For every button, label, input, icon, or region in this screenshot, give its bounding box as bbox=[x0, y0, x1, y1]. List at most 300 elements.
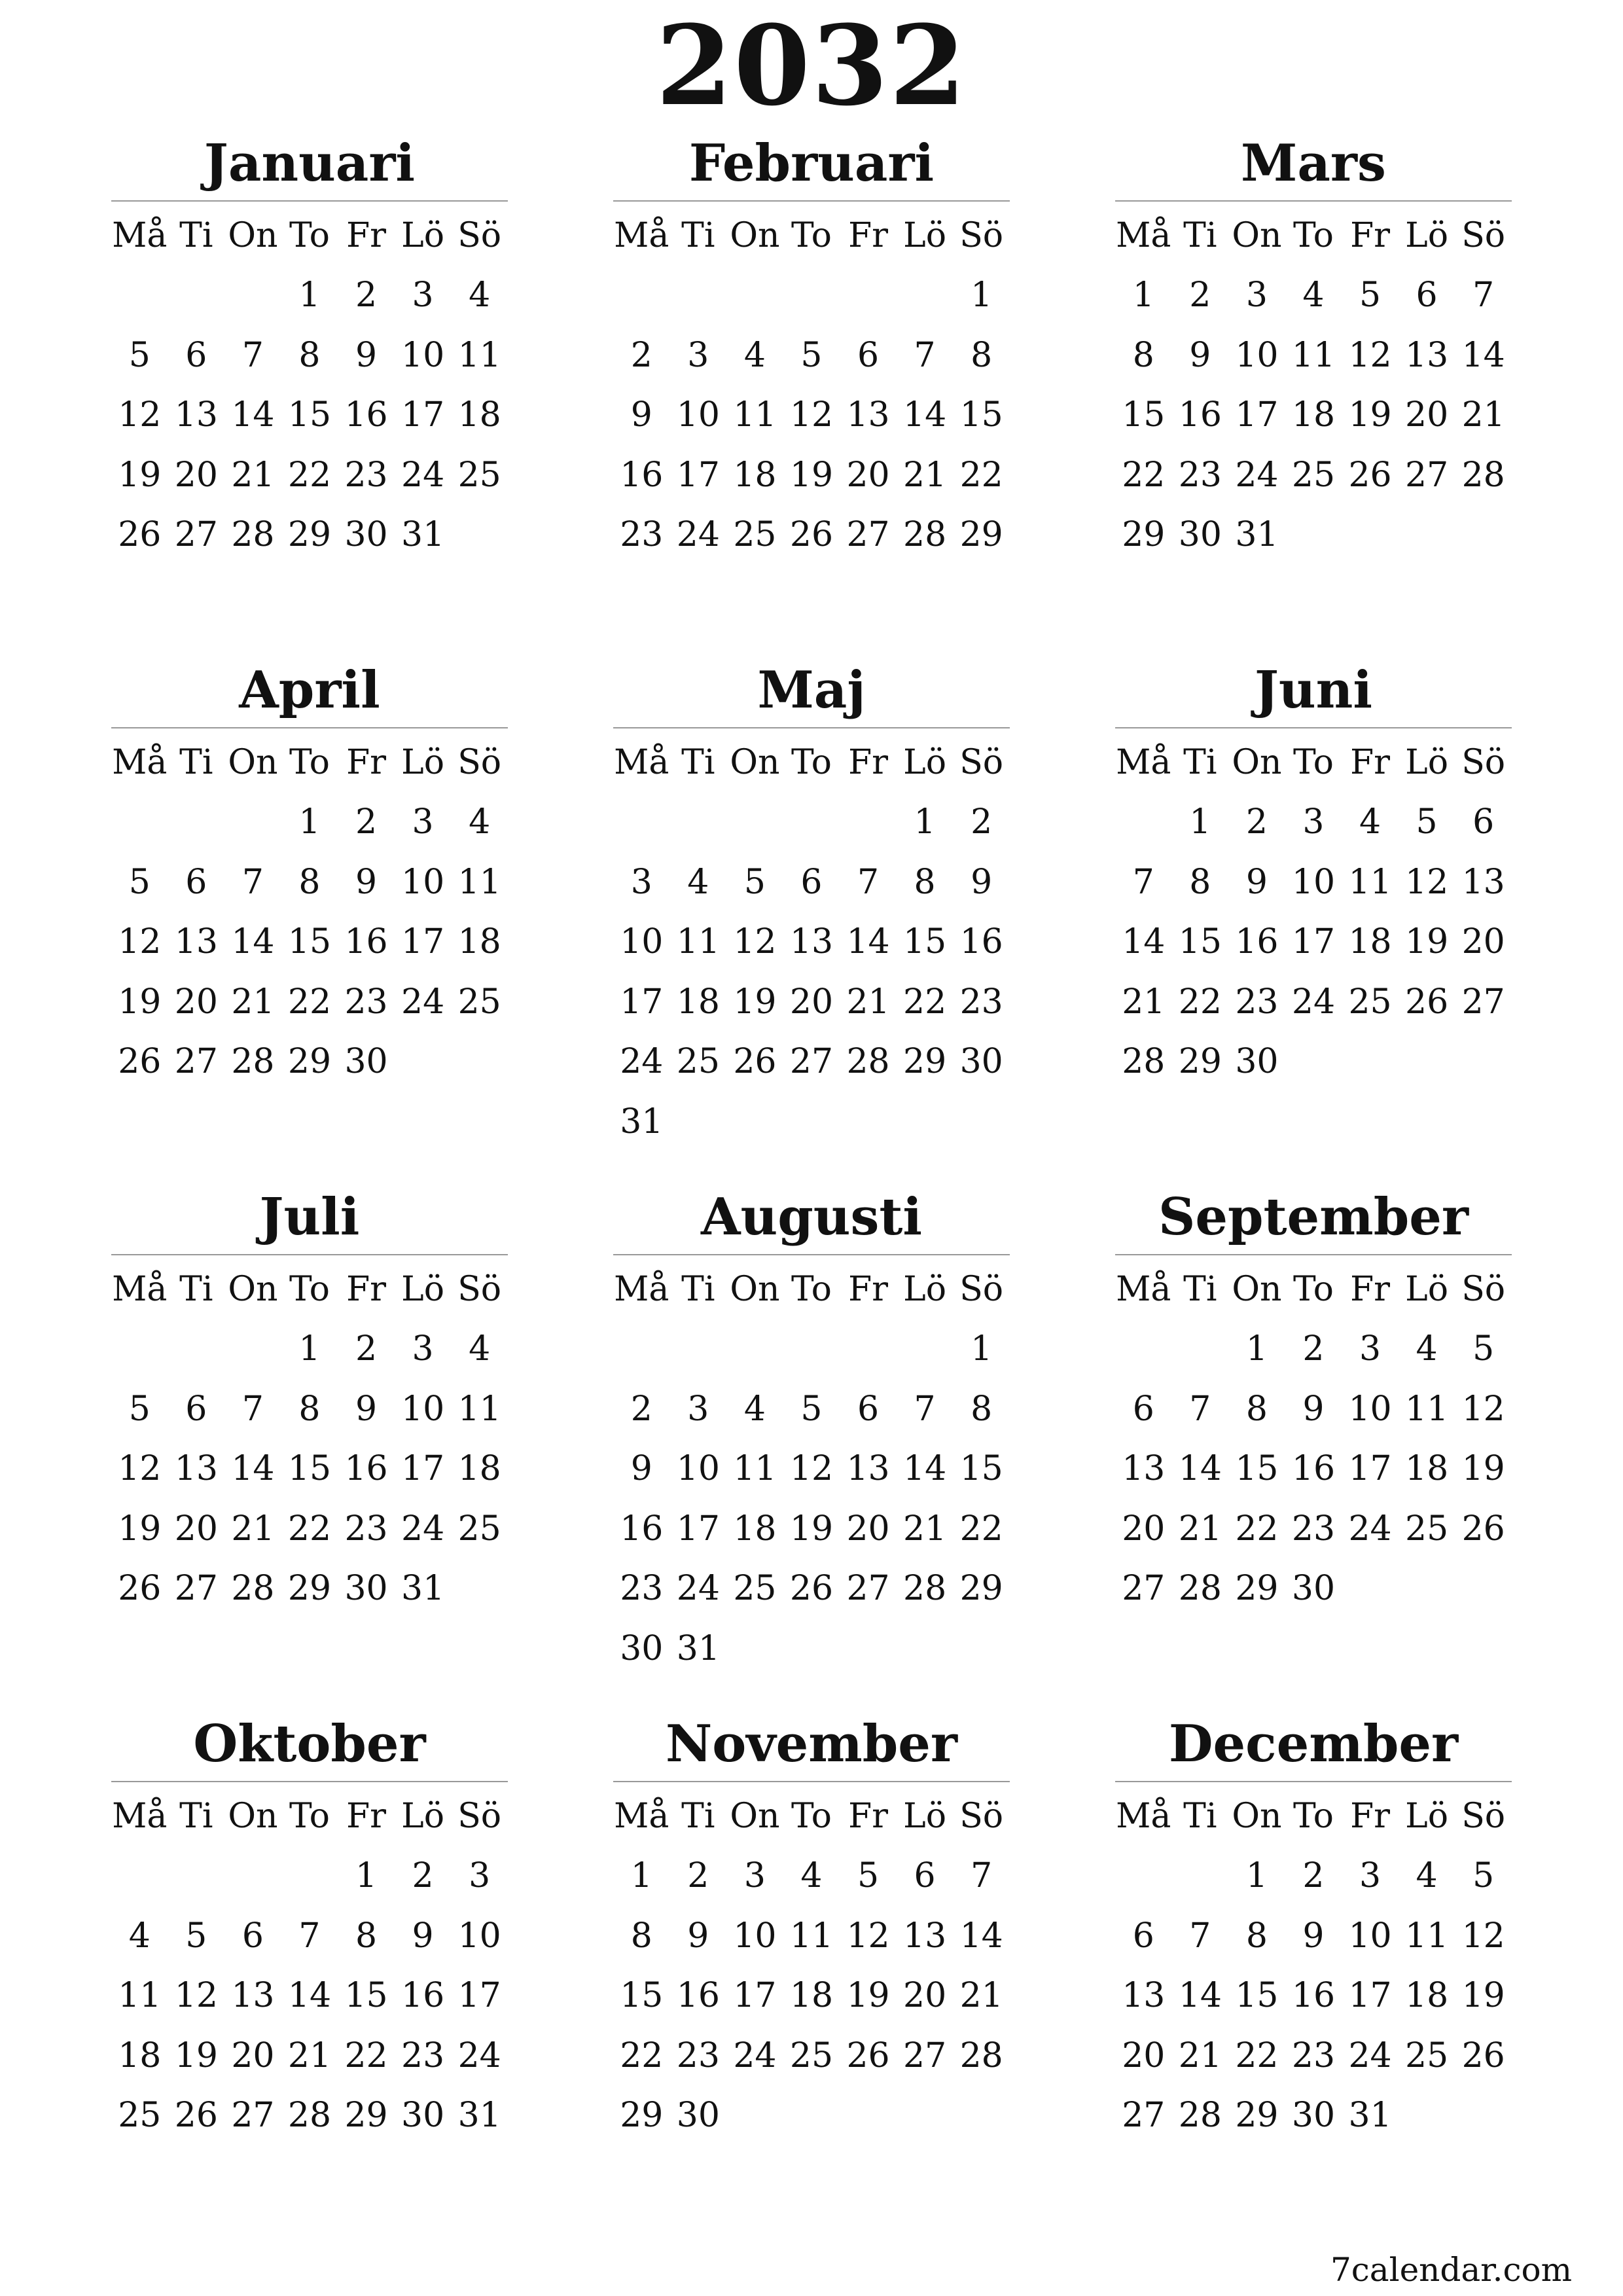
day-cell: 20 bbox=[846, 1509, 890, 1549]
day-cell: 27 bbox=[789, 1042, 834, 1082]
day-cell: 4 bbox=[469, 802, 491, 842]
weekday-header-row bbox=[111, 732, 508, 793]
day-cell: 15 bbox=[1235, 1976, 1279, 2016]
day-cell: 10 bbox=[457, 1916, 501, 1956]
day-cell: 10 bbox=[676, 1449, 720, 1489]
weekday-label: Lö bbox=[903, 1269, 947, 1309]
week-row bbox=[1115, 325, 1512, 386]
day-cell: 25 bbox=[733, 515, 777, 555]
day-cell: 25 bbox=[457, 982, 501, 1022]
day-cell: 21 bbox=[903, 1509, 947, 1549]
weekday-label: Ti bbox=[1183, 1269, 1217, 1309]
day-cell: 19 bbox=[789, 455, 834, 495]
weekday-label: On bbox=[228, 742, 278, 782]
day-cell: 2 bbox=[1302, 1856, 1325, 1896]
week-row bbox=[1115, 386, 1512, 446]
week-row bbox=[1115, 1319, 1512, 1380]
day-cell: 14 bbox=[1178, 1449, 1222, 1489]
day-cell: 23 bbox=[1235, 982, 1279, 1022]
day-cell: 14 bbox=[1122, 922, 1166, 962]
month-divider bbox=[111, 727, 508, 728]
day-cell: 26 bbox=[1405, 982, 1449, 1022]
week-row bbox=[111, 912, 508, 973]
day-cell: 27 bbox=[903, 2036, 947, 2075]
day-cell: 4 bbox=[1359, 802, 1382, 842]
day-cell: 11 bbox=[118, 1976, 162, 2016]
day-cell: 14 bbox=[287, 1976, 332, 2016]
week-row bbox=[111, 386, 508, 446]
day-cell: 20 bbox=[1122, 1509, 1166, 1549]
week-row bbox=[1115, 793, 1512, 853]
weekday-label: To bbox=[289, 1796, 330, 1836]
day-cell: 2 bbox=[355, 802, 378, 842]
week-row bbox=[1115, 2026, 1512, 2086]
month-name: December bbox=[1168, 1714, 1459, 1774]
month-name: Oktober bbox=[193, 1714, 426, 1774]
day-cell: 3 bbox=[1302, 802, 1325, 842]
weekday-label: On bbox=[730, 742, 780, 782]
day-cell: 8 bbox=[914, 862, 936, 902]
day-cell: 3 bbox=[1245, 276, 1268, 315]
day-cell: 26 bbox=[846, 2036, 890, 2075]
day-cell: 28 bbox=[1122, 1042, 1166, 1082]
day-cell: 10 bbox=[733, 1916, 777, 1956]
day-cell: 7 bbox=[241, 1389, 264, 1429]
day-cell: 30 bbox=[1291, 2096, 1336, 2136]
day-cell: 1 bbox=[298, 276, 321, 315]
day-cell: 2 bbox=[355, 1329, 378, 1369]
day-cell: 1 bbox=[971, 276, 993, 315]
day-cell: 25 bbox=[676, 1042, 720, 1082]
day-cell: 17 bbox=[401, 395, 445, 435]
weekday-header-row bbox=[613, 1786, 1010, 1846]
weekday-label: Fr bbox=[1350, 1796, 1390, 1836]
day-cell: 26 bbox=[118, 515, 162, 555]
day-cell: 17 bbox=[1348, 1976, 1392, 2016]
day-cell: 30 bbox=[1291, 1569, 1336, 1609]
weekday-label: On bbox=[1232, 1796, 1282, 1836]
week-row bbox=[111, 1439, 508, 1499]
day-cell: 13 bbox=[1461, 862, 1505, 902]
day-cell: 11 bbox=[733, 395, 777, 435]
day-cell: 11 bbox=[457, 335, 501, 375]
month-divider bbox=[111, 200, 508, 202]
day-cell: 16 bbox=[344, 922, 388, 962]
day-cell: 25 bbox=[1291, 455, 1336, 495]
day-cell: 2 bbox=[971, 802, 993, 842]
weekday-label: Lö bbox=[401, 742, 445, 782]
day-cell: 19 bbox=[789, 1509, 834, 1549]
day-cell: 14 bbox=[903, 395, 947, 435]
day-cell: 19 bbox=[733, 982, 777, 1022]
day-cell: 2 bbox=[412, 1856, 434, 1896]
day-cell: 22 bbox=[959, 455, 1003, 495]
week-row bbox=[1115, 2086, 1512, 2146]
day-cell: 16 bbox=[620, 455, 664, 495]
week-row bbox=[111, 1559, 508, 1619]
day-cell: 12 bbox=[733, 922, 777, 962]
day-cell: 25 bbox=[1348, 982, 1392, 1022]
day-cell: 15 bbox=[1122, 395, 1166, 435]
day-cell: 17 bbox=[620, 982, 664, 1022]
weekday-label: Fr bbox=[346, 215, 386, 255]
day-cell: 22 bbox=[1235, 2036, 1279, 2075]
day-cell: 18 bbox=[1405, 1449, 1449, 1489]
week-row bbox=[111, 793, 508, 853]
day-cell: 14 bbox=[959, 1916, 1003, 1956]
day-cell: 21 bbox=[1122, 982, 1166, 1022]
day-cell: 14 bbox=[231, 922, 275, 962]
week-row bbox=[1115, 1846, 1512, 1907]
day-cell: 8 bbox=[1245, 1916, 1268, 1956]
day-cell: 21 bbox=[1178, 2036, 1222, 2075]
day-cell: 26 bbox=[789, 1569, 834, 1609]
week-row bbox=[111, 325, 508, 386]
day-cell: 19 bbox=[1461, 1976, 1505, 2016]
day-cell: 4 bbox=[469, 1329, 491, 1369]
day-cell: 9 bbox=[687, 1916, 709, 1956]
week-row bbox=[1115, 972, 1512, 1032]
day-cell: 7 bbox=[241, 862, 264, 902]
day-cell: 5 bbox=[857, 1856, 880, 1896]
weekday-label: Fr bbox=[346, 1796, 386, 1836]
day-cell: 11 bbox=[1348, 862, 1392, 902]
day-cell: 1 bbox=[1132, 276, 1154, 315]
day-cell: 10 bbox=[1348, 1389, 1392, 1429]
day-cell: 23 bbox=[620, 515, 664, 555]
weekday-label: Må bbox=[1116, 215, 1171, 255]
day-cell: 25 bbox=[1405, 2036, 1449, 2075]
day-cell: 12 bbox=[1348, 335, 1392, 375]
month-juli bbox=[111, 1189, 508, 1619]
weekday-header-row bbox=[1115, 1786, 1512, 1846]
day-cell: 10 bbox=[401, 1389, 445, 1429]
day-cell: 28 bbox=[231, 1042, 275, 1082]
week-row bbox=[111, 2026, 508, 2086]
day-cell: 12 bbox=[1461, 1389, 1505, 1429]
day-cell: 22 bbox=[1235, 1509, 1279, 1549]
month-divider bbox=[111, 1254, 508, 1255]
day-cell: 22 bbox=[1178, 982, 1222, 1022]
day-cell: 8 bbox=[1245, 1389, 1268, 1429]
day-cell: 24 bbox=[401, 455, 445, 495]
day-cell: 28 bbox=[231, 1569, 275, 1609]
day-cell: 18 bbox=[789, 1976, 834, 2016]
weekday-header-row bbox=[1115, 732, 1512, 793]
day-cell: 13 bbox=[903, 1916, 947, 1956]
day-cell: 2 bbox=[1245, 802, 1268, 842]
day-cell: 3 bbox=[687, 335, 709, 375]
week-row bbox=[613, 912, 1010, 973]
day-cell: 1 bbox=[630, 1856, 652, 1896]
day-cell: 6 bbox=[241, 1916, 264, 1956]
week-row bbox=[111, 1032, 508, 1092]
day-cell: 20 bbox=[1122, 2036, 1166, 2075]
day-cell: 7 bbox=[914, 335, 936, 375]
day-cell: 30 bbox=[344, 1569, 388, 1609]
weekday-label: To bbox=[791, 1269, 832, 1309]
day-cell: 24 bbox=[1291, 982, 1336, 1022]
week-row bbox=[1115, 445, 1512, 505]
day-cell: 3 bbox=[687, 1389, 709, 1429]
day-cell: 12 bbox=[118, 395, 162, 435]
week-row bbox=[613, 266, 1010, 326]
week-row bbox=[1115, 266, 1512, 326]
weekday-label: Må bbox=[112, 1796, 168, 1836]
day-cell: 16 bbox=[344, 1449, 388, 1489]
day-cell: 13 bbox=[846, 395, 890, 435]
weekday-label: Må bbox=[112, 1269, 168, 1309]
day-cell: 1 bbox=[1189, 802, 1211, 842]
weekday-label: Lö bbox=[903, 742, 947, 782]
day-cell: 3 bbox=[743, 1856, 766, 1896]
day-cell: 28 bbox=[903, 515, 947, 555]
weekday-label: Ti bbox=[1183, 742, 1217, 782]
weekday-header-row bbox=[613, 206, 1010, 266]
day-cell: 23 bbox=[344, 1509, 388, 1549]
week-row bbox=[1115, 1499, 1512, 1559]
day-cell: 17 bbox=[401, 1449, 445, 1489]
weekday-label: To bbox=[791, 1796, 832, 1836]
day-cell: 19 bbox=[846, 1976, 890, 2016]
weekday-label: Lö bbox=[903, 215, 947, 255]
weekday-label: Må bbox=[112, 742, 168, 782]
weekday-label: Ti bbox=[179, 1269, 213, 1309]
week-row bbox=[613, 1319, 1010, 1380]
day-cell: 1 bbox=[355, 1856, 378, 1896]
day-cell: 17 bbox=[1235, 395, 1279, 435]
day-cell: 18 bbox=[457, 1449, 501, 1489]
day-cell: 27 bbox=[174, 1042, 218, 1082]
day-cell: 23 bbox=[676, 2036, 720, 2075]
day-cell: 12 bbox=[118, 922, 162, 962]
weekday-label: Må bbox=[1116, 1796, 1171, 1836]
day-cell: 13 bbox=[1122, 1449, 1166, 1489]
day-cell: 23 bbox=[1178, 455, 1222, 495]
day-cell: 20 bbox=[1405, 395, 1449, 435]
week-row bbox=[1115, 1906, 1512, 1966]
day-cell: 5 bbox=[800, 335, 823, 375]
day-cell: 9 bbox=[1189, 335, 1211, 375]
weekday-label: Lö bbox=[1405, 215, 1449, 255]
weekday-label: Ti bbox=[681, 742, 715, 782]
day-cell: 6 bbox=[1132, 1916, 1154, 1956]
day-cell: 17 bbox=[1348, 1449, 1392, 1489]
day-cell: 8 bbox=[298, 1389, 321, 1429]
weekday-header-row bbox=[613, 732, 1010, 793]
day-cell: 8 bbox=[298, 862, 321, 902]
day-cell: 27 bbox=[174, 1569, 218, 1609]
day-cell: 25 bbox=[789, 2036, 834, 2075]
week-row bbox=[613, 1846, 1010, 1907]
day-cell: 9 bbox=[412, 1916, 434, 1956]
day-cell: 7 bbox=[298, 1916, 321, 1956]
weekday-header-row bbox=[111, 1259, 508, 1319]
weekday-label: On bbox=[730, 1269, 780, 1309]
weekday-label: Må bbox=[614, 1269, 669, 1309]
month-divider bbox=[613, 200, 1010, 202]
day-cell: 19 bbox=[1461, 1449, 1505, 1489]
week-row bbox=[111, 1846, 508, 1907]
day-cell: 18 bbox=[1348, 922, 1392, 962]
weekday-header-row bbox=[1115, 1259, 1512, 1319]
month-oktober bbox=[111, 1715, 508, 2145]
day-cell: 12 bbox=[1405, 862, 1449, 902]
day-cell: 23 bbox=[401, 2036, 445, 2075]
day-cell: 2 bbox=[687, 1856, 709, 1896]
weekday-label: Ti bbox=[1183, 215, 1217, 255]
day-cell: 20 bbox=[174, 982, 218, 1022]
day-cell: 15 bbox=[959, 1449, 1003, 1489]
month-name: Januari bbox=[204, 134, 416, 193]
day-cell: 27 bbox=[1122, 2096, 1166, 2136]
weekday-label: Sö bbox=[959, 1269, 1004, 1309]
day-cell: 24 bbox=[620, 1042, 664, 1082]
day-cell: 9 bbox=[355, 335, 378, 375]
day-cell: 12 bbox=[789, 395, 834, 435]
day-cell: 12 bbox=[846, 1916, 890, 1956]
weekday-label: To bbox=[1293, 1796, 1334, 1836]
day-cell: 12 bbox=[118, 1449, 162, 1489]
day-cell: 9 bbox=[1302, 1389, 1325, 1429]
weekday-label: Sö bbox=[457, 1269, 502, 1309]
day-cell: 27 bbox=[1461, 982, 1505, 1022]
month-januari bbox=[111, 135, 508, 565]
day-cell: 25 bbox=[457, 1509, 501, 1549]
weekday-label: Sö bbox=[959, 1796, 1004, 1836]
day-cell: 24 bbox=[676, 1569, 720, 1609]
weekday-label: Må bbox=[1116, 742, 1171, 782]
day-cell: 27 bbox=[174, 515, 218, 555]
day-cell: 13 bbox=[231, 1976, 275, 2016]
weekday-label: On bbox=[228, 1796, 278, 1836]
day-cell: 13 bbox=[1405, 335, 1449, 375]
weekday-label: To bbox=[791, 742, 832, 782]
weekday-header-row bbox=[111, 206, 508, 266]
day-cell: 27 bbox=[846, 1569, 890, 1609]
week-row bbox=[613, 1032, 1010, 1092]
weekday-label: Fr bbox=[848, 1796, 888, 1836]
month-name: September bbox=[1158, 1187, 1469, 1247]
month-name: Februari bbox=[688, 134, 935, 193]
week-row bbox=[613, 1379, 1010, 1439]
week-row bbox=[613, 972, 1010, 1032]
weekday-label: Sö bbox=[457, 215, 502, 255]
day-cell: 23 bbox=[620, 1569, 664, 1609]
weekday-label: On bbox=[1232, 215, 1282, 255]
day-cell: 29 bbox=[1235, 2096, 1279, 2136]
day-cell: 23 bbox=[1291, 2036, 1336, 2075]
day-cell: 4 bbox=[800, 1856, 823, 1896]
day-cell: 11 bbox=[789, 1916, 834, 1956]
day-cell: 31 bbox=[1235, 515, 1279, 555]
day-cell: 18 bbox=[457, 395, 501, 435]
day-cell: 6 bbox=[1132, 1389, 1154, 1429]
week-row bbox=[613, 445, 1010, 505]
weekday-label: Må bbox=[112, 215, 168, 255]
weekday-label: Ti bbox=[1183, 1796, 1217, 1836]
day-cell: 10 bbox=[620, 922, 664, 962]
day-cell: 14 bbox=[1461, 335, 1505, 375]
day-cell: 9 bbox=[1245, 862, 1268, 902]
day-cell: 9 bbox=[1302, 1916, 1325, 1956]
day-cell: 30 bbox=[401, 2096, 445, 2136]
day-cell: 3 bbox=[1359, 1329, 1382, 1369]
day-cell: 31 bbox=[676, 1628, 720, 1668]
day-cell: 11 bbox=[1405, 1916, 1449, 1956]
day-cell: 8 bbox=[298, 335, 321, 375]
day-cell: 1 bbox=[1245, 1329, 1268, 1369]
weekday-label: Ti bbox=[681, 1796, 715, 1836]
day-cell: 3 bbox=[412, 802, 434, 842]
day-cell: 24 bbox=[1235, 455, 1279, 495]
day-cell: 15 bbox=[620, 1976, 664, 2016]
month-name: Juni bbox=[1255, 660, 1372, 720]
month-divider bbox=[1115, 727, 1512, 728]
day-cell: 5 bbox=[128, 862, 151, 902]
weekday-label: Lö bbox=[903, 1796, 947, 1836]
day-cell: 29 bbox=[620, 2096, 664, 2136]
month-april bbox=[111, 662, 508, 1092]
day-cell: 21 bbox=[231, 455, 275, 495]
weekday-label: Lö bbox=[401, 1269, 445, 1309]
day-cell: 29 bbox=[287, 1569, 332, 1609]
weekday-label: Fr bbox=[848, 1269, 888, 1309]
day-cell: 4 bbox=[128, 1916, 151, 1956]
day-cell: 24 bbox=[401, 1509, 445, 1549]
day-cell: 10 bbox=[401, 862, 445, 902]
footer-url[interactable]: 7calendar.com bbox=[1330, 2251, 1572, 2289]
year-title: 2032 bbox=[656, 1, 967, 130]
day-cell: 26 bbox=[174, 2096, 218, 2136]
day-cell: 28 bbox=[287, 2096, 332, 2136]
day-cell: 17 bbox=[733, 1976, 777, 2016]
day-cell: 15 bbox=[287, 395, 332, 435]
day-cell: 5 bbox=[1472, 1856, 1495, 1896]
week-row bbox=[613, 793, 1010, 853]
day-cell: 9 bbox=[630, 1449, 652, 1489]
day-cell: 17 bbox=[676, 1509, 720, 1549]
day-cell: 7 bbox=[971, 1856, 993, 1896]
day-cell: 5 bbox=[185, 1916, 207, 1956]
weekday-label: To bbox=[289, 1269, 330, 1309]
day-cell: 21 bbox=[231, 1509, 275, 1549]
week-row bbox=[1115, 505, 1512, 565]
day-cell: 2 bbox=[1189, 276, 1211, 315]
day-cell: 10 bbox=[676, 395, 720, 435]
day-cell: 31 bbox=[1348, 2096, 1392, 2136]
month-december bbox=[1115, 1715, 1512, 2145]
week-row bbox=[111, 2086, 508, 2146]
week-row bbox=[111, 852, 508, 912]
day-cell: 20 bbox=[1461, 922, 1505, 962]
day-cell: 16 bbox=[1291, 1449, 1336, 1489]
day-cell: 2 bbox=[630, 1389, 652, 1429]
day-cell: 20 bbox=[846, 455, 890, 495]
week-row bbox=[111, 1499, 508, 1559]
day-cell: 6 bbox=[857, 335, 880, 375]
day-cell: 28 bbox=[846, 1042, 890, 1082]
day-cell: 17 bbox=[1291, 922, 1336, 962]
day-cell: 15 bbox=[287, 922, 332, 962]
day-cell: 28 bbox=[1178, 2096, 1222, 2136]
day-cell: 15 bbox=[344, 1976, 388, 2016]
weekday-label: Lö bbox=[1405, 1269, 1449, 1309]
weekday-label: Ti bbox=[179, 215, 213, 255]
weekday-label: On bbox=[730, 215, 780, 255]
day-cell: 24 bbox=[733, 2036, 777, 2075]
day-cell: 21 bbox=[1178, 1509, 1222, 1549]
